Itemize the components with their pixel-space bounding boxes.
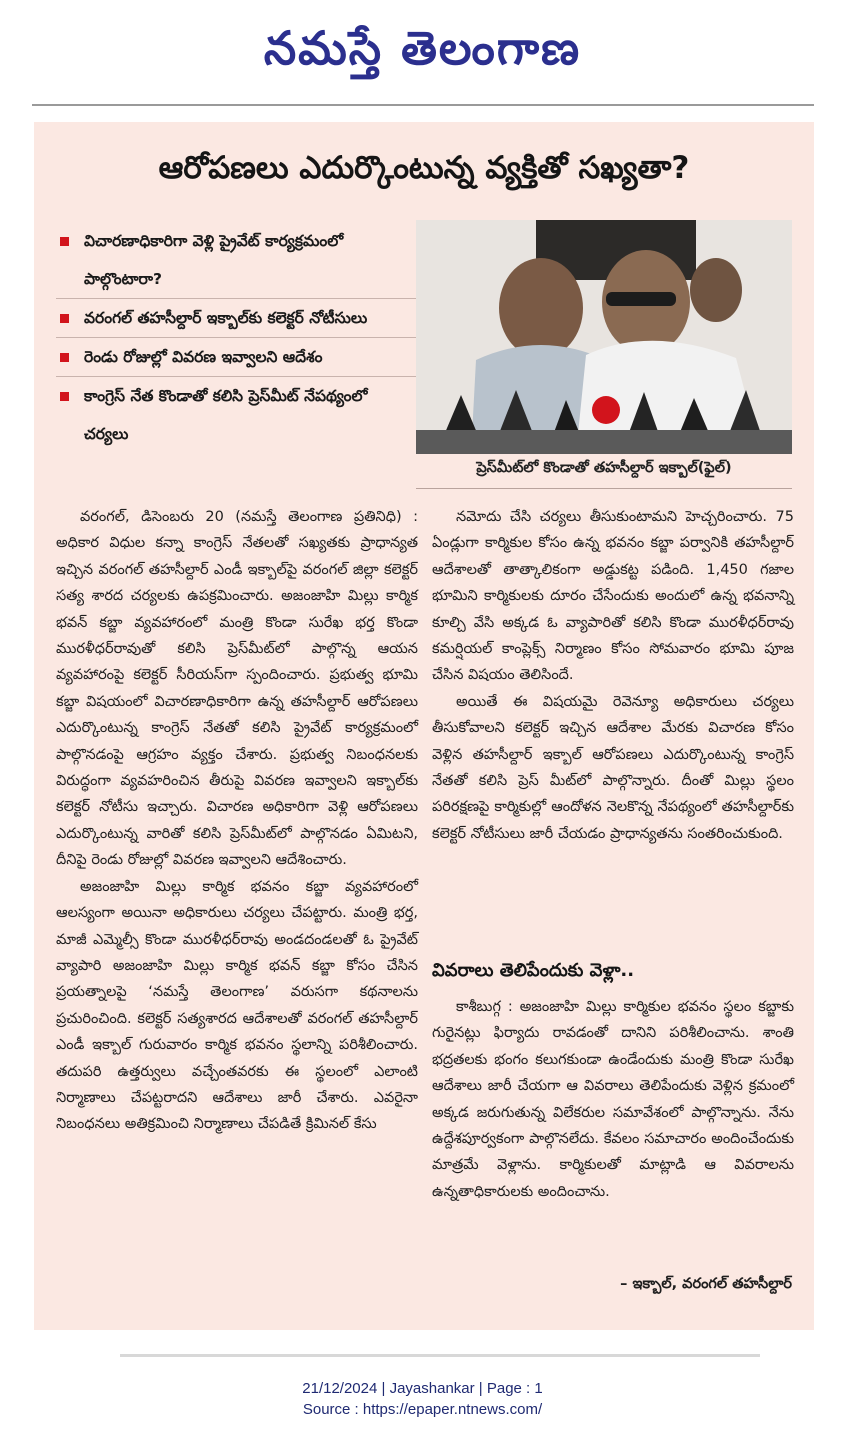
bullet-square-icon: [60, 353, 69, 362]
bullet-square-icon: [60, 314, 69, 323]
sidebar-signature: – ఇక్బాల్, వరంగల్ తహసీల్దార్: [620, 1276, 792, 1292]
bullet-square-icon: [60, 237, 69, 246]
article-panel: [34, 122, 814, 1330]
bullet-item: రెండు రోజుల్లో వివరణ ఇవ్వాలని ఆదేశం: [56, 338, 416, 377]
press-meet-photo: [416, 220, 792, 454]
article-paragraph: అయితే ఈ విషయమై రెవెన్యూ అధికారులు చర్యలు తీసుకోవాలని కలెక్టర్ ఇచ్చిన ఆదేశాల మేరకు విచారణ కోసం వెళ్లిన తహసీల్దార్ ఇక్బాల్ ఆరోపణలు ఎదుర్కొంటున్న కాంగ్రెస్ నేతతో కలిసి ప్రెస్ మీట్‌లో పాల్గొన్నారు. దీంతో మిల్లు స్థలం పరిరక్షణపై కార్మికుల్లో ఆందోళన నెలకొన్న నేపథ్యంలో తహసీల్దార్‌కు కలెక్టర్ నోటీసులు జారీ చేయడం ప్రాధాన్యతను సంతరించుకుంది.: [432, 693, 794, 842]
article-paragraph: నమోదు చేసి చర్యలు తీసుకుంటామని హెచ్చరించారు. 75 ఏండ్లుగా కార్మికుల కోసం ఉన్న భవనం కబ్జా పర్వానికి తహసీల్దార్ ఆదేశాలతో తాత్కాలికంగా అడ్డుకట్ట పడింది. 1,450 గజాల భూమిని కార్మికులకు దూరం చేసేందుకు అందులో ఉన్న భవనాన్ని కూల్చి వేసి అక్కడ ఓ వ్యాపారితో కలిసి కొండా మురళీధర్‌రావు కమర్షియల్ కాంప్లెక్స్ నిర్మాణం కోసం సోమవారం భూమి పూజ చేసిన విషయం తెలిసిందే.: [432, 509, 794, 684]
article-paragraph: వరంగల్, డిసెంబరు 20 (నమస్తే తెలంగాణ ప్రతినిధి) : అధికార విధుల కన్నా కాంగ్రెస్ నేతలతో సఖ్యతకు ప్రాధాన్యత ఇచ్చిన వరంగల్ తహసీల్దార్ ఎండీ ఇక్బాల్‌పై వరంగల్ జిల్లా కలెక్టర్ సత్య శారద చర్యలకు ఉపక్రమించారు. అజంజాహి మిల్లు కార్మిక భవన్ కబ్జా వ్యవహారంలో మంత్రి కొండా సురేఖ భర్త కొండా మురళీధర్‌రావుతో కలిసి ప్రెస్‌మీట్‌లో పాల్గొన్న ఆయన వ్యవహారంపై కలెక్టర్ సీరియస్‌గా స్పందించారు. ప్రభుత్వ భూమి కబ్జా విషయంలో విచారణాధికారిగా ఉన్న తహసీల్దార్ ఆరోపణలు ఎదుర్కొంటున్న కాంగ్రెస్ నేతతో కలిసి ప్రైవేట్ కార్యక్రమంలో పాల్గొనడంపై ఆగ్రహం వ్యక్తం చేశారు. ప్రభుత్వ నిబంధనలకు విరుద్ధంగా వ్యవహరించిన తీరుపై వివరణ ఇవ్వాలని ఇక్బాల్‌కు కలెక్టర్ నోటీసు ఇచ్చారు. విచారణ అధికారిగా వెళ్లి ఆరోపణలు ఎదుర్కొంటున్న వారితో కలిసి ప్రెస్‌మీట్‌లో పాల్గొనడం ఏమిటని, దీనిపై రెండు రోజుల్లో వివరణ ఇవ్వాలని ఆదేశించారు.: [56, 509, 418, 869]
sidebar-subhead: వివరాలు తెలిపేందుకు వెళ్లా..: [432, 960, 635, 981]
press-meet-illustration: [416, 220, 792, 454]
photo-caption: ప్రెస్‌మీట్‌లో కొండాతో తహసీల్దార్ ఇక్బాల్(ఫైల్): [476, 460, 732, 476]
bullet-item: వరంగల్ తహసీల్దార్ ఇక్బాల్‌కు కలెక్టర్ నోటీసులు: [56, 299, 416, 338]
sidebar-quote: [432, 994, 794, 1205]
footer-edition-info: 21/12/2024 | Jayashankar | Page : 1: [302, 1380, 543, 1397]
article-headline: ఆరోపణలు ఎదుర్కొంటున్న వ్యక్తితో సఖ్యతా?: [158, 150, 690, 186]
footer-source-link[interactable]: Source : https://epaper.ntnews.com/: [302, 1401, 543, 1418]
article-column-right: [432, 504, 794, 847]
sidebar-paragraph: కాశీబుగ్గ : అజంజాహి మిల్లు కార్మికుల భవనం స్థలం కబ్జాకు గురైనట్లు ఫిర్యాదు రావడంతో దానిని పరిశీలించాను. శాంతి భద్రతలకు భంగం కలుగకుండా ఉండేందుకు మంత్రి కొండా సురేఖ ఆదేశాలు జారీ చేయగా ఆ వివరాలు తెలిపేందుకు వెళ్లిన క్రమంలో అక్కడ జరుగుతున్న విలేకరుల సమావేశంలో పాల్గొన్నాను. నేను ఉద్దేశపూర్వకంగా పాల్గొనలేదు. కేవలం సమాచారం అందించేందుకు మాత్రమే వెళ్లాను. కార్మికులతో మాట్లాడి ఆ వివరాలను ఉన్నతాధికారులకు అందించాను.: [432, 999, 794, 1200]
caption-divider: [416, 488, 792, 489]
page-footer: [0, 1378, 845, 1420]
article-column-left: [56, 504, 418, 1138]
highlight-bullets: [56, 222, 416, 453]
next-article-edge: [120, 1354, 760, 1367]
bullet-item: విచారణాధికారిగా వెళ్లి ప్రైవేట్ కార్యక్రమంలో పాల్గొంటారా?: [56, 222, 416, 299]
bullet-square-icon: [60, 392, 69, 401]
masthead-divider: [32, 104, 814, 106]
article-paragraph: అజంజాహి మిల్లు కార్మిక భవనం కబ్జా వ్యవహారంలో ఆలస్యంగా అయినా అధికారులు చర్యలు చేపట్టారు. మంత్రి భర్త, మాజీ ఎమ్మెల్సీ కొండా మురళీధర్‌రావు అండదండలతో ఓ ప్రైవేట్ వ్యాపారి అజంజాహి మిల్లు కార్మిక భవన్ కబ్జా కోసం చేసిన ప్రయత్నాలపై ‘నమస్తే తెలంగాణ’ వరుసగా కథనాలను ప్రచురించింది. కలెక్టర్ సత్యశారద ఆదేశాలతో వరంగల్ తహసీల్దార్ ఎండీ ఇక్బాల్ గురువారం కార్మిక భవనం స్థలాన్ని పరిశీలించారు. తదుపరి ఉత్తర్వులు వచ్చేంతవరకు ఈ స్థలంలో ఎలాంటి నిర్మాణాలు చేపట్టరాదని ఆదేశాలు జారీ చేశారు. ఎవరైనా నిబంధనలు అతిక్రమించి నిర్మాణాలు చేపడితే క్రిమినల్ కేసు: [56, 878, 418, 1133]
bullet-item: కాంగ్రెస్ నేత కొండాతో కలిసి ప్రెస్‌మీట్ నేపథ్యంలో చర్యలు: [56, 377, 416, 453]
masthead-title: నమస్తే తెలంగాణ: [263, 21, 582, 75]
